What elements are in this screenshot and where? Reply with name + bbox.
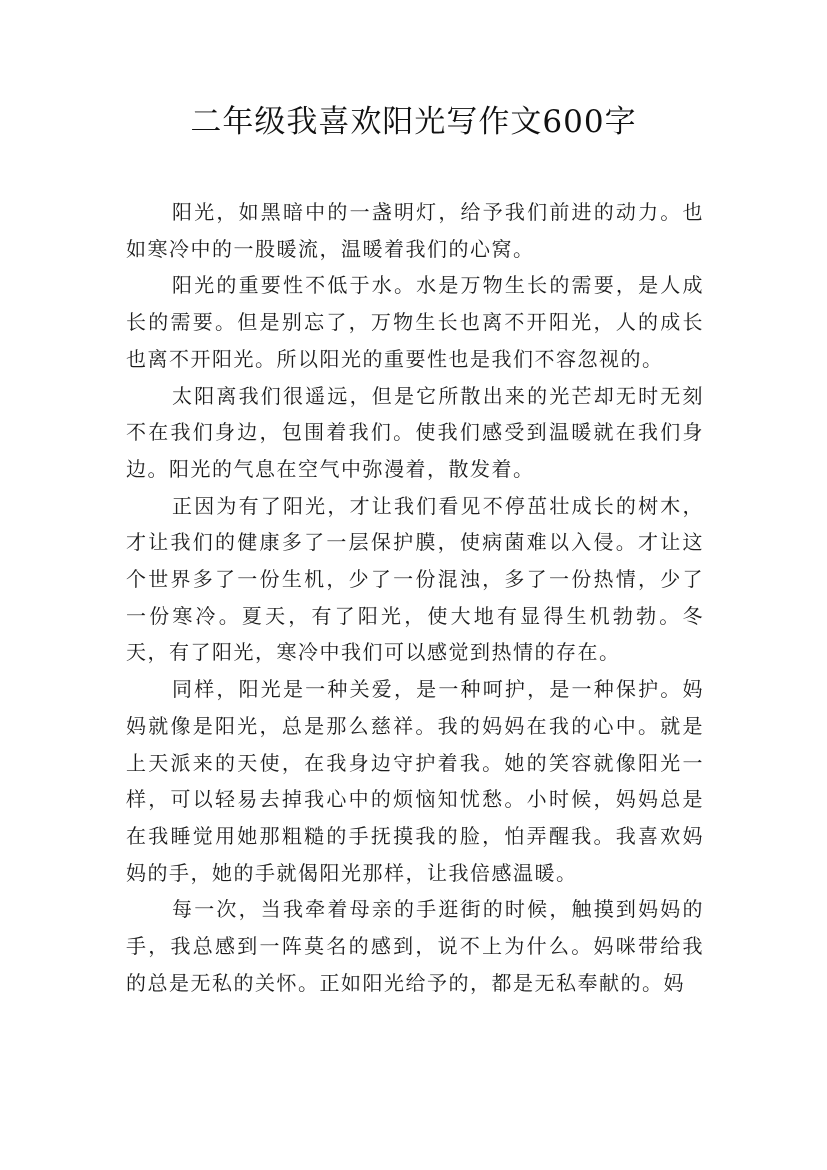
document-title: 二年级我喜欢阳光写作文600字 [190,104,637,140]
paragraph-3: 太阳离我们很遥远，但是它所散出来的光芒却无时无刻不在我们身边，包围着我们。使我们感受到温暖就在我们身边。阳光的气息在空气中弥漫着，散发着。 [126,383,704,481]
paragraph-4: 正因为有了阳光，才让我们看见不停茁壮成长的树木，才让我们的健康多了一层保护膜，使病菌难以入侵。才让这个世界多了一份生机，少了一份混浊，多了一份热情，少了一份寒冷。夏天，有了阳光，使大地有显得生机勃勃。冬天，有了阳光，寒冷中我们可以感觉到热情的存在。 [126,493,704,665]
paragraph-2: 阳光的重要性不低于水。水是万物生长的需要，是人成长的需要。但是别忘了，万物生长也离不开阳光，人的成长也离不开阳光。所以阳光的重要性也是我们不容忽视的。 [126,273,704,371]
document-body [126,194,704,1001]
paragraph-5: 同样，阳光是一种关爱，是一种呵护，是一种保护。妈妈就像是阳光，总是那么慈祥。我的妈妈在我的心中。就是上天派来的天使，在我身边守护着我。她的笑容就像阳光一样，可以轻易去掉我心中的烦恼知忧愁。小时候，妈妈总是在我睡觉用她那粗糙的手抚摸我的脸，怕弄醒我。我喜欢妈妈的手，她的手就偈阳光那样，让我倍感温暖。 [126,677,704,885]
paragraph-1: 阳光，如黑暗中的一盏明灯，给予我们前进的动力。也如寒冷中的一股暖流，温暖着我们的心窝。 [126,200,704,261]
paragraph-6: 每一次，当我牵着母亲的手逛街的时候，触摸到妈妈的手，我总感到一阵莫名的感到，说不上为什么。妈咪带给我的总是无私的关怀。正如阳光给予的，都是无私奉献的。妈 [126,897,704,995]
